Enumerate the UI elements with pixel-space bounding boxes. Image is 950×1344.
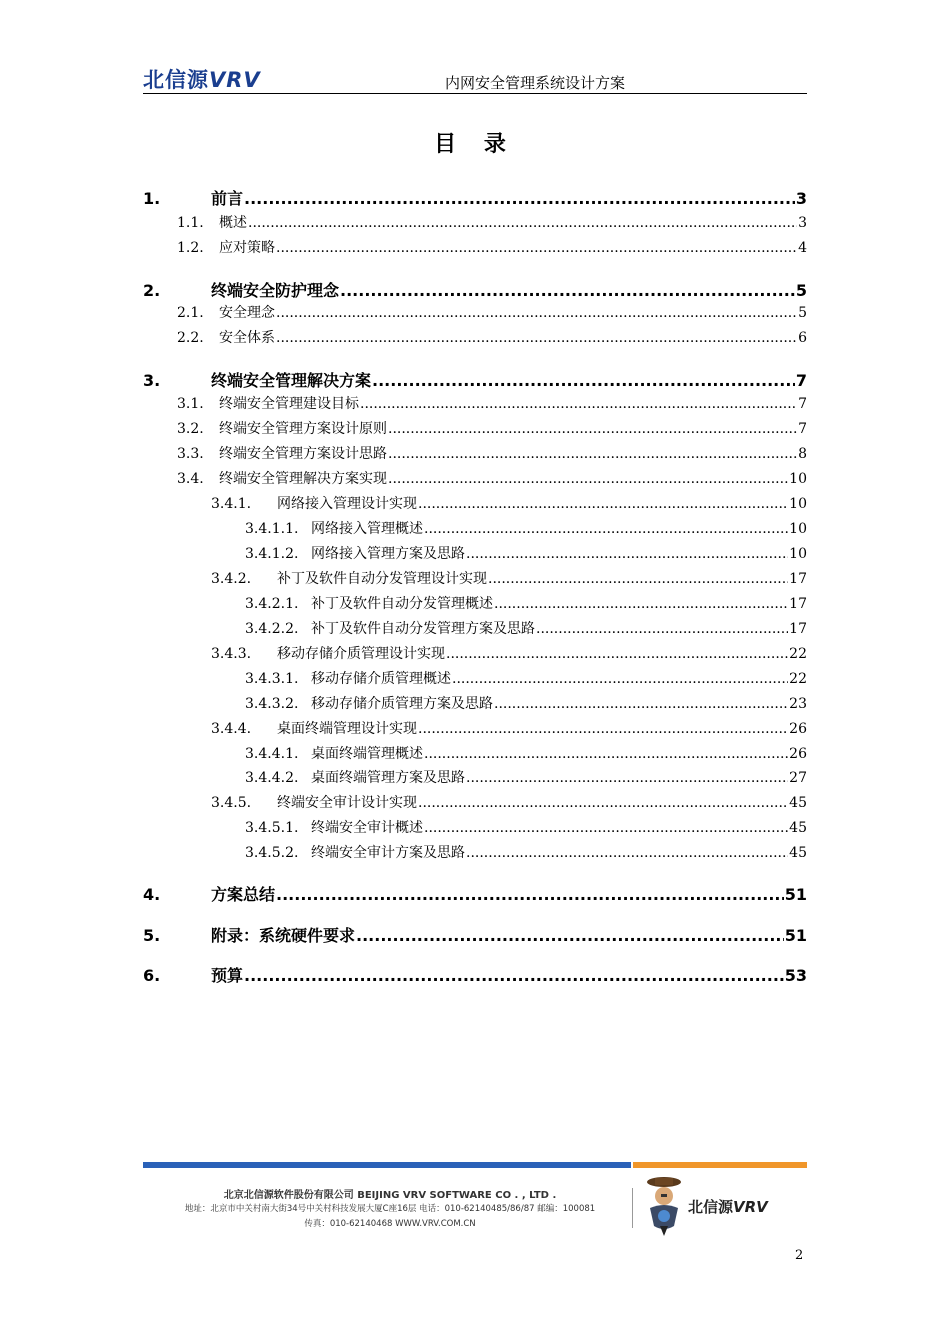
- toc-entry-page: 26: [789, 746, 807, 762]
- toc-entry-number: 3.4.2.1.: [245, 596, 299, 612]
- toc-entry-title: 终端安全审计设计实现: [277, 795, 417, 811]
- footer-logo: [688, 1196, 768, 1217]
- toc-entry-page: 17: [789, 596, 807, 612]
- toc-leader-dots: [244, 189, 795, 208]
- toc-entry[interactable]: [245, 518, 807, 538]
- toc-entry-number: 3.1.: [177, 396, 204, 412]
- toc-entry-number: 6.: [143, 966, 161, 985]
- toc-entry-page: 7: [798, 396, 807, 412]
- toc-entry-number: 3.4.: [177, 471, 204, 487]
- toc-leader-dots: [536, 621, 788, 637]
- toc-entry[interactable]: [177, 302, 807, 322]
- toc-entry-title: 补丁及软件自动分发管理方案及思路: [311, 621, 535, 637]
- toc-entry-number: 3.4.5.: [211, 795, 252, 811]
- toc-entry[interactable]: [245, 693, 807, 713]
- toc-heading: 目 录: [434, 132, 516, 157]
- toc-entry-page: 22: [789, 671, 807, 687]
- toc-entry[interactable]: [177, 468, 807, 488]
- toc-leader-dots: [360, 396, 797, 412]
- footer-bar-orange: [633, 1162, 807, 1168]
- toc-entry[interactable]: [245, 767, 807, 787]
- toc-leader-dots: [276, 305, 797, 321]
- toc-entry-page: 53: [784, 966, 807, 985]
- toc-entry-page: 3: [798, 215, 807, 231]
- toc-entry-page: 3: [795, 189, 807, 208]
- toc-entry[interactable]: [245, 817, 807, 837]
- toc-entry-number: 3.3.: [177, 446, 204, 462]
- toc-entry-number: 3.4.1.2.: [245, 546, 299, 562]
- toc-entry-title: 移动存储介质管理设计实现: [277, 646, 445, 662]
- toc-leader-dots: [424, 820, 788, 836]
- toc-leader-dots: [418, 721, 788, 737]
- mascot-emblem-icon: [644, 1174, 684, 1236]
- toc-leader-dots: [494, 596, 788, 612]
- toc-entry[interactable]: [245, 618, 807, 638]
- toc-leader-dots: [418, 496, 788, 512]
- footer-address: 地址：北京市中关村南大街34号中关村科技发展大厦C座16层 电话：010-62140485/86/87 邮编：100081: [184, 1204, 596, 1214]
- toc-leader-dots: [372, 371, 795, 390]
- toc-entry[interactable]: [211, 718, 807, 738]
- toc-entry-number: 3.4.5.1.: [245, 820, 299, 836]
- toc-entry[interactable]: [211, 792, 807, 812]
- toc-entry[interactable]: [245, 842, 807, 862]
- toc-entry-page: 17: [789, 621, 807, 637]
- toc-entry-title: 终端安全管理方案设计思路: [219, 446, 387, 462]
- footer-fax: 传真：010-62140468 WWW.VRV.COM.CN: [304, 1219, 476, 1229]
- toc-entry-title: 应对策略: [219, 240, 275, 256]
- toc-leader-dots: [276, 240, 797, 256]
- toc-entry-page: 8: [798, 446, 807, 462]
- toc-leader-dots: [244, 966, 784, 985]
- toc-entry-number: 3.4.1.1.: [245, 521, 299, 537]
- toc-entry-page: 23: [789, 696, 807, 712]
- toc-leader-dots: [466, 546, 788, 562]
- toc-leader-dots: [488, 571, 788, 587]
- toc-entry-number: 2.2.: [177, 330, 204, 346]
- toc-entry-page: 51: [784, 926, 807, 945]
- toc-entry-page: 10: [789, 546, 807, 562]
- toc-leader-dots: [248, 215, 797, 231]
- toc-entry-number: 3.4.3.: [211, 646, 252, 662]
- toc-entry-page: 10: [789, 521, 807, 537]
- toc-entry-number: 1.2.: [177, 240, 204, 256]
- toc-entry-title: 补丁及软件自动分发管理设计实现: [277, 571, 487, 587]
- toc-entry-title: 网络接入管理设计实现: [277, 496, 417, 512]
- toc-entry[interactable]: [245, 593, 807, 613]
- toc-leader-dots: [452, 671, 788, 687]
- footer-bar-blue: [143, 1162, 631, 1168]
- toc-leader-dots: [446, 646, 788, 662]
- toc-entry-title: 终端安全审计方案及思路: [311, 845, 465, 861]
- toc-entry-number: 3.: [143, 371, 161, 390]
- toc-entry[interactable]: [143, 278, 807, 301]
- toc-entry-number: 1.: [143, 189, 161, 208]
- toc-entry[interactable]: [177, 443, 807, 463]
- toc-leader-dots: [388, 471, 788, 487]
- toc-leader-dots: [276, 330, 797, 346]
- toc-entry-title: 终端安全管理解决方案实现: [219, 471, 387, 487]
- toc-entry-page: 22: [789, 646, 807, 662]
- toc-entry[interactable]: [177, 237, 807, 257]
- toc-entry-page: 45: [789, 845, 807, 861]
- toc-entry-page: 5: [798, 305, 807, 321]
- toc-leader-dots: [466, 845, 788, 861]
- toc-entry-title: 桌面终端管理概述: [311, 746, 423, 762]
- toc-leader-dots: [466, 770, 788, 786]
- toc-leader-dots: [424, 521, 788, 537]
- toc-entry-page: 45: [789, 795, 807, 811]
- header-logo-en: VRV: [209, 68, 261, 92]
- toc-entry-title: 终端安全审计概述: [311, 820, 423, 836]
- toc-leader-dots: [276, 885, 784, 904]
- toc-entry-page: 7: [795, 371, 807, 390]
- document-title: 内网安全管理系统设计方案: [444, 74, 625, 92]
- toc-entry-number: 3.2.: [177, 421, 204, 437]
- footer-logo-en: VRV: [733, 1198, 768, 1216]
- toc-leader-dots: [356, 926, 784, 945]
- toc-entry-title: 终端安全管理解决方案: [211, 371, 372, 390]
- toc-entry[interactable]: [143, 368, 807, 391]
- header-logo-cn: 北信源: [143, 68, 209, 92]
- toc-entry-page: 5: [795, 281, 807, 300]
- toc-entry-number: 1.1.: [177, 215, 204, 231]
- toc-entry[interactable]: [143, 882, 807, 905]
- toc-entry-title: 网络接入管理概述: [311, 521, 423, 537]
- toc-entry-number: 3.4.4.1.: [245, 746, 299, 762]
- toc-entry-title: 终端安全管理建设目标: [219, 396, 359, 412]
- toc-entry-title: 前言: [211, 189, 244, 208]
- toc-entry-page: 6: [798, 330, 807, 346]
- toc-entry-page: 45: [789, 820, 807, 836]
- header-rule: [143, 93, 807, 94]
- toc-entry-title: 方案总结: [211, 885, 276, 904]
- toc-entry-title: 安全理念: [219, 305, 275, 321]
- toc-entry[interactable]: [211, 493, 807, 513]
- toc-entry[interactable]: [143, 186, 807, 209]
- footer-divider: [632, 1188, 633, 1228]
- toc-entry-title: 安全体系: [219, 330, 275, 346]
- toc-entry-page: 4: [798, 240, 807, 256]
- toc-entry-number: 3.4.5.2.: [245, 845, 299, 861]
- toc-entry[interactable]: [143, 923, 807, 946]
- toc-entry-page: 10: [789, 496, 807, 512]
- toc-entry[interactable]: [245, 668, 807, 688]
- toc-entry-number: 5.: [143, 926, 161, 945]
- toc-entry-number: 3.4.4.2.: [245, 770, 299, 786]
- toc-entry-title: 桌面终端管理方案及思路: [311, 770, 465, 786]
- toc-leader-dots: [494, 696, 788, 712]
- toc-entry-number: 3.4.3.2.: [245, 696, 299, 712]
- toc-entry[interactable]: [245, 743, 807, 763]
- toc-entry[interactable]: [211, 568, 807, 588]
- toc-entry-number: 2.1.: [177, 305, 204, 321]
- toc-entry[interactable]: [177, 418, 807, 438]
- toc-entry-title: 桌面终端管理设计实现: [277, 721, 417, 737]
- toc-entry[interactable]: [143, 963, 807, 986]
- toc-entry-title: 移动存储介质管理概述: [311, 671, 451, 687]
- toc-entry-number: 4.: [143, 885, 161, 904]
- page-number: 2: [795, 1248, 804, 1263]
- toc-leader-dots: [388, 446, 797, 462]
- toc-entry[interactable]: [177, 327, 807, 347]
- toc-entry-title: 终端安全管理方案设计原则: [219, 421, 387, 437]
- toc-entry-number: 3.4.2.: [211, 571, 252, 587]
- toc-entry-title: 终端安全防护理念: [211, 281, 340, 300]
- toc-entry-page: 17: [789, 571, 807, 587]
- toc-entry-title: 移动存储介质管理方案及思路: [311, 696, 493, 712]
- footer-company: 北京北信源软件股份有限公司 BEIJING VRV SOFTWARE CO . , LTD .: [223, 1190, 557, 1201]
- toc-entry-title: 附录：系统硬件要求: [211, 926, 356, 945]
- toc-entry-number: 3.4.2.2.: [245, 621, 299, 637]
- toc-entry[interactable]: [245, 543, 807, 563]
- toc-entry[interactable]: [177, 393, 807, 413]
- toc-entry-page: 26: [789, 721, 807, 737]
- toc-leader-dots: [424, 746, 788, 762]
- toc-entry-page: 10: [789, 471, 807, 487]
- toc-entry[interactable]: [211, 643, 807, 663]
- header-logo: [143, 64, 261, 94]
- toc-entry-number: 2.: [143, 281, 161, 300]
- toc-entry-number: 3.4.3.1.: [245, 671, 299, 687]
- toc-entry-title: 概述: [219, 215, 247, 231]
- toc-entry-title: 网络接入管理方案及思路: [311, 546, 465, 562]
- toc-entry-page: 27: [789, 770, 807, 786]
- toc-leader-dots: [388, 421, 797, 437]
- toc-entry-page: 51: [784, 885, 807, 904]
- toc-entry-page: 7: [798, 421, 807, 437]
- footer-logo-cn: 北信源: [688, 1198, 734, 1216]
- toc-entry-number: 3.4.1.: [211, 496, 252, 512]
- toc-entry-title: 补丁及软件自动分发管理概述: [311, 596, 493, 612]
- toc-entry-number: 3.4.4.: [211, 721, 252, 737]
- toc-entry[interactable]: [177, 212, 807, 232]
- toc-entry-title: 预算: [211, 966, 244, 985]
- toc-leader-dots: [418, 795, 788, 811]
- toc-leader-dots: [340, 281, 795, 300]
